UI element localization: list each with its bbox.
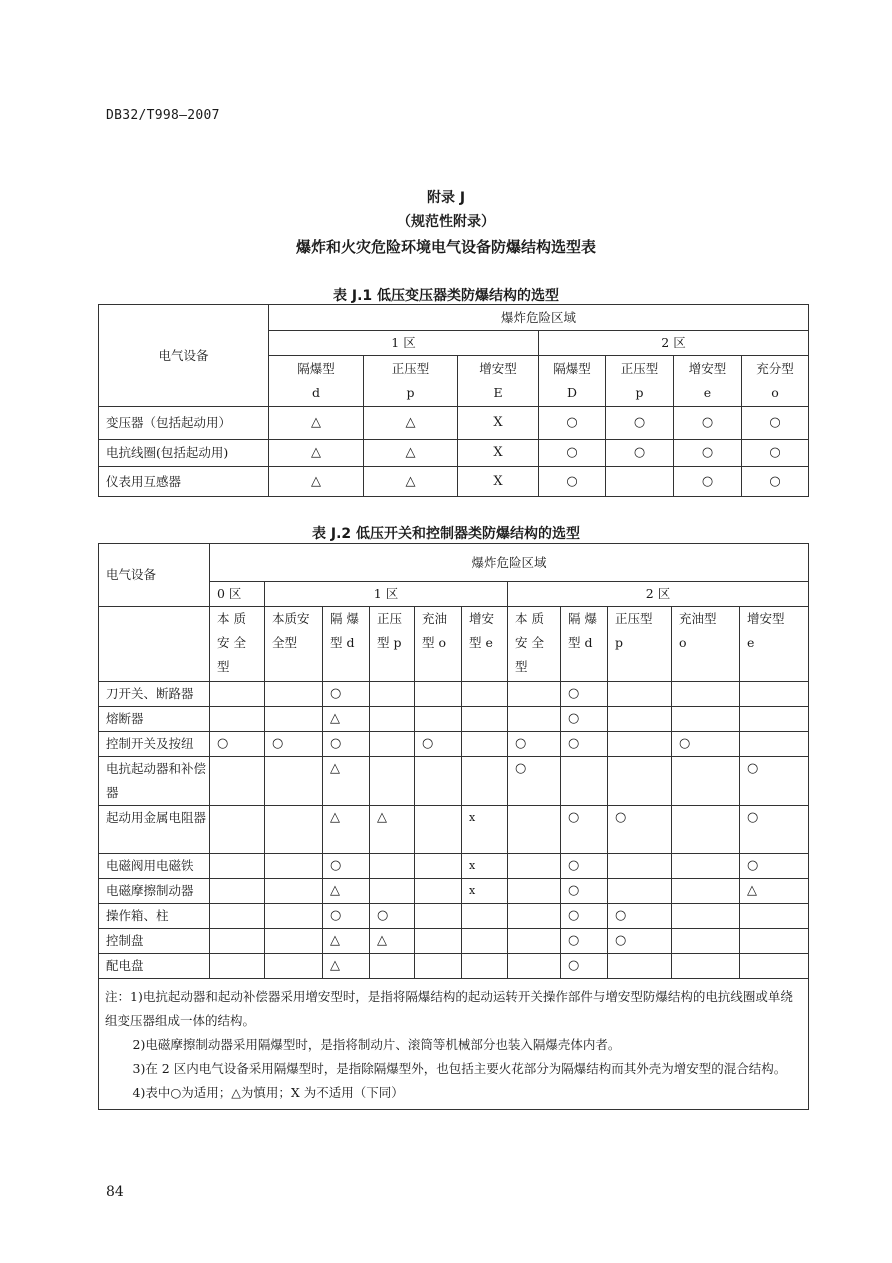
table1-col-header — [364, 356, 458, 407]
table-row — [99, 682, 809, 707]
rating-cell: △ — [323, 707, 370, 732]
rating-cell — [370, 854, 415, 879]
rating-cell: △ — [364, 407, 458, 440]
rating-cell — [740, 904, 809, 929]
table2-blank-header — [99, 607, 210, 682]
col-code: E — [493, 385, 503, 400]
rating-cell — [370, 707, 415, 732]
rating-cell: △ — [269, 440, 364, 467]
rating-cell — [370, 757, 415, 806]
rating-cell — [608, 757, 672, 806]
rating-cell — [672, 954, 740, 979]
rating-cell — [740, 929, 809, 954]
rating-cell — [508, 707, 561, 732]
table1-zone1-header: 1 区 — [269, 331, 539, 356]
rating-cell — [370, 732, 415, 757]
rating-cell: ○ — [561, 707, 608, 732]
rating-cell: ○ — [210, 732, 265, 757]
table-row — [99, 879, 809, 904]
rating-cell: △ — [323, 879, 370, 904]
rating-cell: ○ — [608, 904, 672, 929]
rating-cell — [415, 707, 462, 732]
rating-cell: ○ — [323, 904, 370, 929]
rating-cell: X — [458, 467, 539, 497]
rating-cell — [672, 707, 740, 732]
rating-cell — [210, 904, 265, 929]
rating-cell — [210, 806, 265, 854]
col-header-line: 增安型 — [747, 611, 785, 626]
rating-cell — [462, 904, 508, 929]
rating-cell — [210, 954, 265, 979]
rating-cell — [415, 954, 462, 979]
table2-caption: 表 J.2 低压开关和控制器类防爆结构的选型 — [311, 526, 580, 542]
col-header-line: 增安 — [469, 611, 495, 626]
table2-col-header — [561, 607, 608, 682]
rating-cell: X — [458, 440, 539, 467]
rating-cell: △ — [269, 407, 364, 440]
rating-cell: X — [458, 407, 539, 440]
col-type: 正压型 — [391, 361, 430, 376]
device-name: 控制盘 — [99, 929, 210, 954]
device-name: 变压器（包括起动用） — [99, 407, 269, 440]
table-row — [99, 854, 809, 879]
rating-cell — [210, 929, 265, 954]
rating-cell — [370, 682, 415, 707]
rating-cell: x — [462, 854, 508, 879]
appendix-type: （规范性附录） — [397, 214, 495, 230]
table2-col-header — [672, 607, 740, 682]
rating-cell: ○ — [740, 854, 809, 879]
rating-cell — [672, 904, 740, 929]
rating-cell — [608, 879, 672, 904]
note-2: 2)电磁摩擦制动器采用隔爆型时，是指将制动片、滚筒等机械部分也装入隔爆壳体内者。 — [132, 1037, 621, 1052]
table2-notes — [99, 979, 809, 1110]
rating-cell — [265, 707, 323, 732]
rating-cell — [508, 929, 561, 954]
note-3: 3)在 2 区内电气设备采用隔爆型时，是指除隔爆型外，也包括主要火花部分为隔爆结构而其外壳为增安型的混合结构。 — [132, 1061, 787, 1076]
rating-cell: ○ — [561, 904, 608, 929]
device-name: 电磁摩擦制动器 — [99, 879, 210, 904]
table2-col-header — [740, 607, 809, 682]
table-row — [99, 732, 809, 757]
rating-cell: ○ — [740, 757, 809, 806]
rating-cell: x — [462, 879, 508, 904]
table2-zone2-header: 2 区 — [508, 582, 809, 607]
col-header-line: 充油 — [422, 611, 448, 626]
table1 — [98, 304, 809, 497]
rating-cell — [415, 904, 462, 929]
rating-cell — [265, 757, 323, 806]
rating-cell — [415, 757, 462, 806]
rating-cell — [415, 879, 462, 904]
rating-cell — [508, 954, 561, 979]
table2-zone-header: 爆炸危险区域 — [210, 544, 809, 582]
rating-cell: △ — [269, 467, 364, 497]
rating-cell — [370, 954, 415, 979]
rating-cell — [672, 757, 740, 806]
col-code: e — [703, 385, 712, 400]
rating-cell: ○ — [561, 929, 608, 954]
appendix-title: 附录 J — [426, 190, 466, 206]
device-name: 起动用金属电阻器 — [99, 806, 210, 854]
rating-cell — [265, 682, 323, 707]
rating-cell — [561, 757, 608, 806]
rating-cell — [265, 929, 323, 954]
col-header-line: 全型 — [272, 635, 298, 650]
table-row — [99, 407, 809, 440]
table2-device-header: 电气设备 — [99, 544, 210, 607]
rating-cell — [740, 682, 809, 707]
col-header-line: 安 全 — [515, 635, 544, 650]
rating-cell: ○ — [508, 732, 561, 757]
rating-cell: ○ — [674, 440, 742, 467]
table1-zone2-header: 2 区 — [539, 331, 809, 356]
table-row — [99, 806, 809, 854]
rating-cell — [608, 732, 672, 757]
rating-cell: ○ — [561, 954, 608, 979]
rating-cell — [210, 757, 265, 806]
rating-cell — [210, 854, 265, 879]
col-type: 充分型 — [756, 361, 794, 376]
rating-cell: ○ — [561, 854, 608, 879]
table2-col-header-row — [99, 607, 809, 682]
col-header-line: 型 — [515, 659, 528, 674]
table2 — [98, 543, 809, 1110]
table2-col-header — [370, 607, 415, 682]
col-code: D — [566, 385, 578, 400]
col-header-line: 型 p — [377, 635, 402, 650]
rating-cell: ○ — [608, 806, 672, 854]
col-header-line: 型 d — [330, 635, 355, 650]
rating-cell: ○ — [740, 806, 809, 854]
note-1: 注：1)电抗起动器和起动补偿器采用增安型时，是指将隔爆结构的起动运转开关操作部件与增安型防爆结构的电抗线圈或单绕组变压器组成一体的结构。 — [105, 989, 793, 1028]
table-row — [99, 707, 809, 732]
col-type: 正压型 — [620, 361, 659, 376]
rating-cell — [265, 904, 323, 929]
rating-cell: ○ — [742, 467, 809, 497]
col-header-line: 型 o — [422, 635, 446, 650]
table1-body — [99, 407, 809, 497]
note-4: 4)表中○为适用；△为慎用；X 为不适用（下同） — [132, 1085, 404, 1100]
rating-cell: ○ — [415, 732, 462, 757]
device-name: 操作箱、柱 — [99, 904, 210, 929]
col-type: 隔爆型 — [297, 361, 335, 376]
rating-cell: ○ — [539, 440, 606, 467]
col-code: d — [311, 385, 320, 400]
rating-cell — [608, 854, 672, 879]
col-header-line: 型 e — [469, 635, 493, 650]
table2-zone0-header: 0 区 — [210, 582, 265, 607]
rating-cell: ○ — [539, 407, 606, 440]
rating-cell: ○ — [674, 467, 742, 497]
table1-col-header — [606, 356, 674, 407]
device-name: 配电盘 — [99, 954, 210, 979]
table2-col-header — [210, 607, 265, 682]
col-header-line: p — [615, 635, 624, 650]
rating-cell — [415, 806, 462, 854]
table2-col-header — [608, 607, 672, 682]
rating-cell — [415, 929, 462, 954]
rating-cell: ○ — [742, 407, 809, 440]
col-code: o — [771, 385, 779, 400]
table1-col-header — [269, 356, 364, 407]
col-header-line: 隔 爆 — [330, 611, 359, 626]
col-header-line: 充油型 — [679, 611, 717, 626]
rating-cell — [462, 954, 508, 979]
rating-cell: △ — [740, 879, 809, 904]
rating-cell: ○ — [323, 854, 370, 879]
rating-cell: ○ — [265, 732, 323, 757]
rating-cell — [672, 879, 740, 904]
rating-cell: ○ — [606, 440, 674, 467]
col-header-line: 安 全 — [217, 635, 246, 650]
rating-cell: ○ — [561, 682, 608, 707]
table1-col-header — [458, 356, 539, 407]
page-number: 84 — [106, 1184, 124, 1200]
table2-col-header — [265, 607, 323, 682]
rating-cell: ○ — [742, 440, 809, 467]
rating-cell — [672, 929, 740, 954]
device-name: 仪表用互感器 — [99, 467, 269, 497]
device-name: 电抗线圈(包括起动用) — [99, 440, 269, 467]
table2-col-header — [462, 607, 508, 682]
col-header-line: e — [747, 635, 755, 650]
table2-body — [99, 682, 809, 979]
rating-cell: ○ — [674, 407, 742, 440]
rating-cell: △ — [323, 806, 370, 854]
rating-cell: △ — [370, 929, 415, 954]
table2-col-header — [415, 607, 462, 682]
rating-cell — [508, 854, 561, 879]
rating-cell — [462, 682, 508, 707]
rating-cell: ○ — [539, 467, 606, 497]
rating-cell: △ — [364, 440, 458, 467]
table1-caption: 表 J.1 低压变压器类防爆结构的选型 — [332, 288, 560, 304]
rating-cell — [265, 806, 323, 854]
rating-cell: ○ — [561, 732, 608, 757]
col-code: p — [406, 385, 415, 400]
rating-cell — [265, 954, 323, 979]
rating-cell — [415, 682, 462, 707]
rating-cell — [210, 879, 265, 904]
device-name: 电抗起动器和补偿器 — [99, 757, 210, 806]
col-type: 隔爆型 — [553, 361, 591, 376]
document-id: DB32/T998—2007 — [106, 108, 220, 123]
device-name: 电磁阀用电磁铁 — [99, 854, 210, 879]
col-header-line: 正压 — [377, 611, 403, 626]
col-header-line: 正压型 — [615, 611, 653, 626]
rating-cell — [508, 879, 561, 904]
rating-cell — [740, 954, 809, 979]
rating-cell: △ — [364, 467, 458, 497]
rating-cell — [608, 707, 672, 732]
rating-cell: ○ — [606, 407, 674, 440]
rating-cell — [740, 707, 809, 732]
table1-col-header — [674, 356, 742, 407]
table-row — [99, 954, 809, 979]
col-header-line: 本 质 — [217, 611, 246, 626]
rating-cell — [672, 682, 740, 707]
rating-cell: △ — [323, 929, 370, 954]
rating-cell: x — [462, 806, 508, 854]
rating-cell — [462, 707, 508, 732]
table2-col-header — [508, 607, 561, 682]
rating-cell — [508, 806, 561, 854]
rating-cell — [210, 682, 265, 707]
col-type: 增安型 — [479, 361, 517, 376]
col-header-line: 型 — [217, 659, 230, 674]
rating-cell: ○ — [672, 732, 740, 757]
table-row — [99, 440, 809, 467]
rating-cell — [606, 467, 674, 497]
rating-cell — [672, 806, 740, 854]
rating-cell — [265, 879, 323, 904]
col-header-line: 本质安 — [272, 611, 310, 626]
rating-cell: ○ — [561, 806, 608, 854]
rating-cell: △ — [323, 757, 370, 806]
rating-cell: △ — [323, 954, 370, 979]
rating-cell — [608, 954, 672, 979]
device-name: 熔断器 — [99, 707, 210, 732]
rating-cell — [462, 757, 508, 806]
rating-cell: ○ — [608, 929, 672, 954]
table1-col-header — [539, 356, 606, 407]
col-header-line: o — [679, 635, 687, 650]
rating-cell — [265, 854, 323, 879]
table1-col-header — [742, 356, 809, 407]
col-header-line: 隔 爆 — [568, 611, 597, 626]
table2-col-header — [323, 607, 370, 682]
rating-cell — [462, 929, 508, 954]
rating-cell: ○ — [370, 904, 415, 929]
rating-cell — [415, 854, 462, 879]
device-name: 刀开关、断路器 — [99, 682, 210, 707]
rating-cell: ○ — [323, 732, 370, 757]
table-row — [99, 757, 809, 806]
table-row — [99, 467, 809, 497]
device-name: 控制开关及按纽 — [99, 732, 210, 757]
rating-cell — [508, 682, 561, 707]
rating-cell: ○ — [561, 879, 608, 904]
table-row — [99, 929, 809, 954]
table1-zone-header: 爆炸危险区域 — [269, 305, 809, 331]
rating-cell — [210, 707, 265, 732]
table1-device-header: 电气设备 — [99, 305, 269, 407]
rating-cell — [508, 904, 561, 929]
rating-cell: △ — [370, 806, 415, 854]
table2-zone1-header: 1 区 — [265, 582, 508, 607]
rating-cell — [740, 732, 809, 757]
rating-cell — [608, 682, 672, 707]
table-row — [99, 904, 809, 929]
col-header-line: 本 质 — [515, 611, 544, 626]
rating-cell — [462, 732, 508, 757]
rating-cell: ○ — [323, 682, 370, 707]
rating-cell: ○ — [508, 757, 561, 806]
appendix-subtitle: 爆炸和火灾危险环境电气设备防爆结构选型表 — [295, 238, 596, 256]
col-type: 增安型 — [688, 361, 727, 376]
rating-cell — [672, 854, 740, 879]
col-code: p — [635, 385, 644, 400]
col-header-line: 型 d — [568, 635, 593, 650]
rating-cell — [370, 879, 415, 904]
